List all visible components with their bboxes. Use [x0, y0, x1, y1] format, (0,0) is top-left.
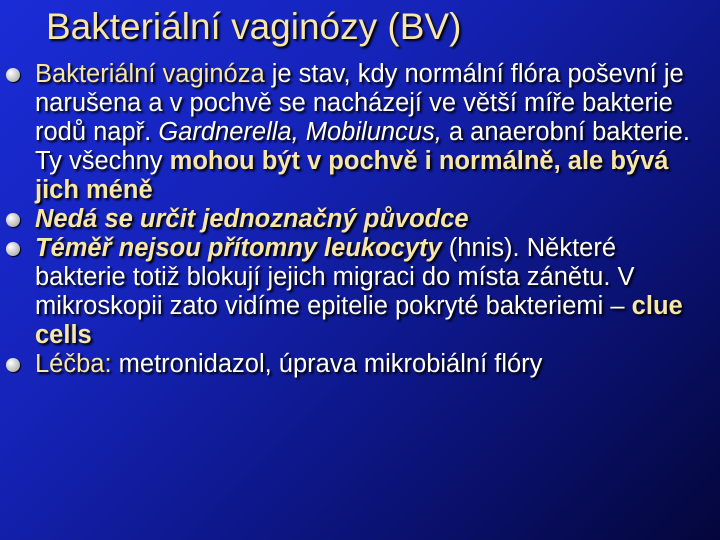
emphasis-text: mohou být v pochvě i normálně, ale bývá jich méně [35, 147, 669, 204]
emphasis-text: Téměř nejsou přítomny leukocyty [35, 234, 442, 262]
bullet-dot-icon [6, 358, 20, 372]
bullet-item [0, 234, 720, 350]
bullet-text: metronidazol, úprava mikrobiální flóry [111, 350, 543, 378]
term-clue-cells: clue cells [35, 292, 683, 349]
term-bacterial-vaginosis: Bakteriální vaginóza [35, 60, 265, 88]
bullet-text: (hnis). Některé bakterie totiž blokují jejich migraci do místa zánětu. V mikroskopii zato vidíme epitelie pokryté bakteriemi – [35, 234, 635, 320]
treatment-label: Léčba: [35, 350, 112, 378]
slide-title: Bakteriální vaginózy (BV) [46, 6, 462, 47]
emphasis-text: Nedá se určit jednoznačný původce [35, 205, 469, 233]
bullet-dot-icon [6, 213, 20, 227]
bullet-text: je stav, kdy normální flóra poševní je narušena a v pochvě se nacházejí ve větší míře bakterie rodů např. [35, 60, 684, 146]
bullet-list [0, 60, 720, 379]
bullet-dot-icon [6, 242, 20, 256]
bullet-item [0, 60, 720, 205]
bullet-item [0, 350, 720, 379]
bullet-text: a anaerobní bakterie. Ty všechny [35, 118, 690, 175]
bullet-dot-icon [6, 68, 20, 82]
bacteria-genera: Gardnerella, Mobiluncus, [158, 118, 442, 146]
bullet-item [0, 205, 720, 234]
